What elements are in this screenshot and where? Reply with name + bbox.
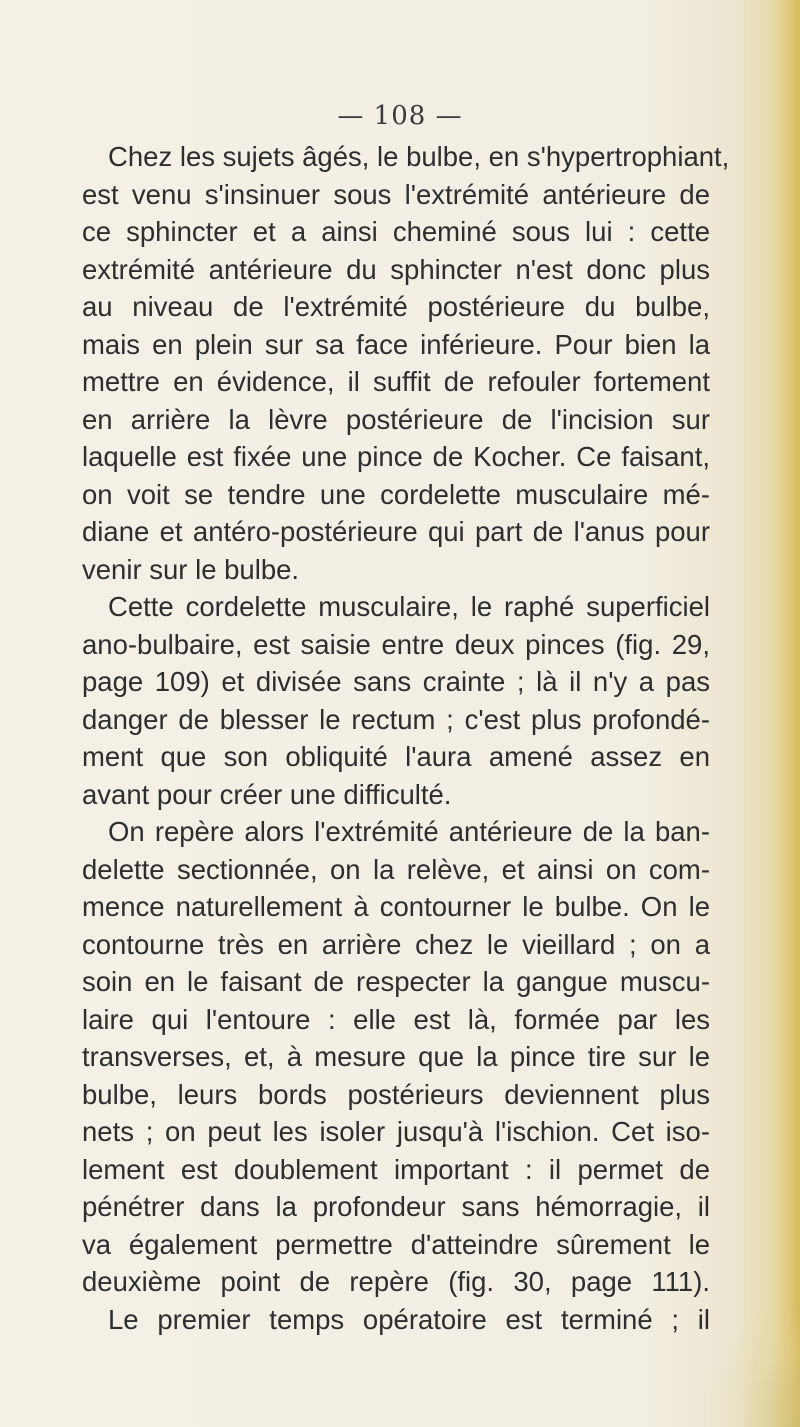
text-line: danger de blesser le rectum ; c'est plus profondé-	[82, 703, 710, 735]
text-line: mettre en évidence, il suffit de refouler fortement	[82, 366, 710, 397]
text-line: diane et antéro-postérieure qui part de l'anus pour	[82, 516, 710, 547]
text-line: venir sur le bulbe.	[82, 553, 300, 585]
text-line: Le premier temps opératoire est terminé ; il	[108, 1303, 710, 1335]
text-line: avant pour créer une difficulté.	[82, 778, 452, 810]
text-line: pénétrer dans la profondeur sans hémorragie, il	[82, 1191, 710, 1222]
text-line: ment que son obliquité l'aura amené assez en	[82, 741, 710, 772]
page-corner-stain	[710, 1307, 800, 1427]
body-text	[82, 138, 730, 1338]
text-line: Chez les sujets âgés, le bulbe, en s'hypertrophiant,	[108, 141, 730, 172]
text-line: transverses, et, à mesure que la pince tire sur le	[82, 1041, 710, 1072]
text-line: soin en le faisant de respecter la gangue muscu-	[82, 966, 710, 997]
text-line: est venu s'insinuer sous l'extrémité antérieure de	[82, 178, 710, 210]
text-line: ano-bulbaire, est saisie entre deux pinces (fig. 29,	[82, 628, 710, 660]
text-line: nets ; on peut les isoler jusqu'à l'ischion. Cet iso-	[82, 1116, 710, 1147]
text-line: laire qui l'entoure : elle est là, formée par les	[82, 1003, 710, 1035]
text-line: en arrière la lèvre postérieure de l'incision sur	[82, 403, 710, 435]
text-line: au niveau de l'extrémité postérieure du bulbe,	[82, 291, 710, 322]
text-line: deuxième point de repère (fig. 30, page 111).	[82, 1266, 710, 1297]
text-line: contourne très en arrière chez le vieillard ; on a	[82, 928, 710, 960]
text-line: Cette cordelette musculaire, le raphé superficiel	[108, 591, 710, 622]
page-edge-stain	[772, 0, 800, 1427]
text-line: ce sphincter et a ainsi cheminé sous lui : cette	[82, 216, 710, 247]
text-line: mais en plein sur sa face inférieure. Pour bien la	[82, 328, 710, 360]
page-number: — 108 —	[337, 101, 463, 131]
text-line: delette sectionnée, on la relève, et ainsi on com-	[82, 853, 710, 885]
text-line: laquelle est fixée une pince de Kocher. Ce faisant,	[82, 441, 710, 472]
text-line: page 109) et divisée sans crainte ; là il n'y a pas	[82, 666, 710, 697]
text-line: mence naturellement à contourner le bulbe. On le	[82, 891, 710, 922]
text-line: On repère alors l'extrémité antérieure de la ban-	[108, 816, 710, 847]
text-line: extrémité antérieure du sphincter n'est donc plus	[82, 253, 710, 285]
text-line: bulbe, leurs bords postérieurs deviennent plus	[82, 1078, 710, 1110]
text-line: va également permettre d'atteindre sûrement le	[82, 1228, 710, 1260]
text-line: lement est doublement important : il permet de	[82, 1153, 710, 1185]
text-line: on voit se tendre une cordelette musculaire mé-	[82, 478, 710, 510]
